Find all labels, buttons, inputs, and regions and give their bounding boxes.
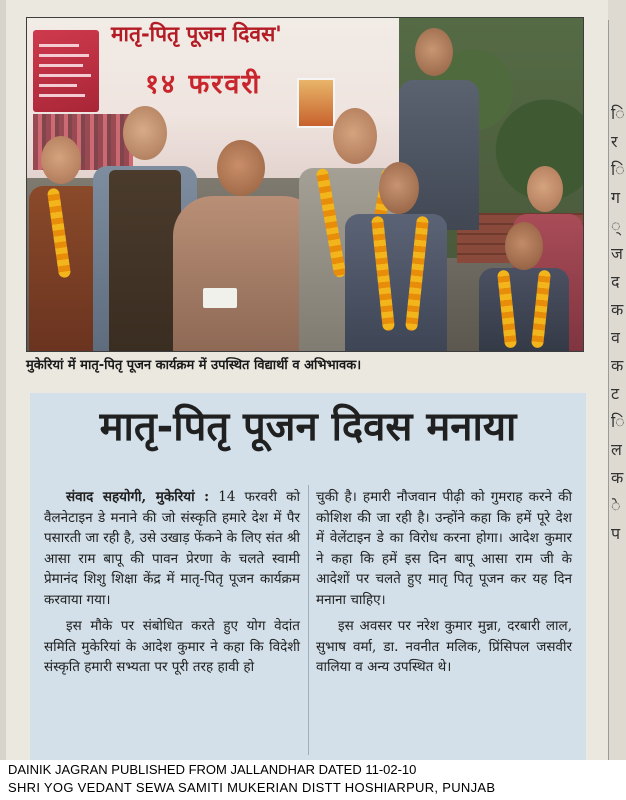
article-column-left [44, 487, 300, 684]
fragment-glyph: ् [611, 216, 621, 235]
fragment-glyph: ट [611, 384, 620, 403]
fragment-glyph: ल [611, 440, 622, 459]
article-column-right [316, 487, 572, 684]
article-box [30, 393, 586, 760]
article-paragraph [44, 487, 300, 610]
fragment-glyph: ि [611, 104, 625, 123]
fragment-glyph: व [611, 328, 620, 347]
footer-organization-line: SHRI YOG VEDANT SEWA SAMITI MUKERIAN DISTT HOSHIARPUR, PUNJAB [8, 780, 496, 795]
fragment-glyph: े [611, 496, 621, 515]
fragment-glyph: ि [611, 160, 625, 179]
fragment-glyph: क [611, 356, 624, 375]
news-photo [26, 17, 584, 352]
fragment-glyph: प [611, 524, 621, 543]
fragment-glyph: ग [611, 188, 621, 207]
footer-publication-line: DAINIK JAGRAN PUBLISHED FROM JALLANDHAR DATED 11-02-10 [8, 762, 417, 777]
article-paragraph: चुकी है। हमारी नौजवान पीढ़ी को गुमराह करने की कोशिश की जा रही है। उन्होंने कहा कि हमें पूरे देश में वेलेंटाइन डे का विरोध करना होगा। आदेश कुमार ने कहा कि हमें इस दिन बापू आसा राम जी के आदेशों पर चलते हुए मातृ पितृ पूजन कर यह दिन मनाना चाहिए। [316, 489, 572, 608]
banner-deity-picture [297, 78, 335, 128]
article-paragraph: इस मौके पर संबोधित करते हुए योग वेदांत समिति मुकेरियां के आदेश कुमार ने कहा कि विदेशी संस्कृति हमारी सभ्यता पर पूरी तरह हावी हो [44, 618, 300, 675]
banner-title: मातृ-पितृ पूजन दिवस' [111, 22, 282, 46]
headline: मातृ-पितृ पूजन दिवस मनाया [99, 404, 517, 450]
fragment-glyph: र [611, 132, 618, 151]
article-paragraph-text: 14 फरवरी को वैलनेटाइन डे मनाने की जो संस्कृति हमारे देश में पैर पसारती जा रही है, उसे उखाड़ फेंकने के लिए संत श्री आसा राम बापू की पावन प्रेरणा के चलते स्वामी प्रेमानंद शिशु शिक्षा केंद्र में मातृ-पितृ पूजन कार्यक्रम करवाया गया। [44, 489, 300, 608]
banner-date: १४ फरवरी [145, 69, 262, 100]
fragment-glyph: क [611, 468, 624, 487]
fragment-glyph: क [611, 300, 624, 319]
source-footer [0, 760, 626, 800]
article-byline: संवाद सहयोगी, मुकेरियां : [66, 489, 210, 505]
column-rule [608, 20, 609, 760]
adjacent-column-fragment [611, 100, 625, 560]
banner-poster-left [33, 30, 99, 112]
article-paragraph: इस अवसर पर नरेश कुमार मुन्ना, दरबारी लाल, सुभाष वर्मा, डा. नवनीत मलिक, प्रिंसिपल जसवीर वालिया व अन्य उपस्थित थे। [316, 618, 572, 675]
column-divider [308, 485, 309, 755]
fragment-glyph: द [611, 272, 620, 291]
fragment-glyph: ि [611, 412, 625, 431]
scan-edge-left [0, 0, 6, 800]
fragment-glyph: ज [611, 244, 623, 263]
photo-caption: मुकेरियां में मातृ-पितृ पूजन कार्यक्रम में उपस्थित विद्यार्थी व अभिभावक। [26, 358, 362, 373]
